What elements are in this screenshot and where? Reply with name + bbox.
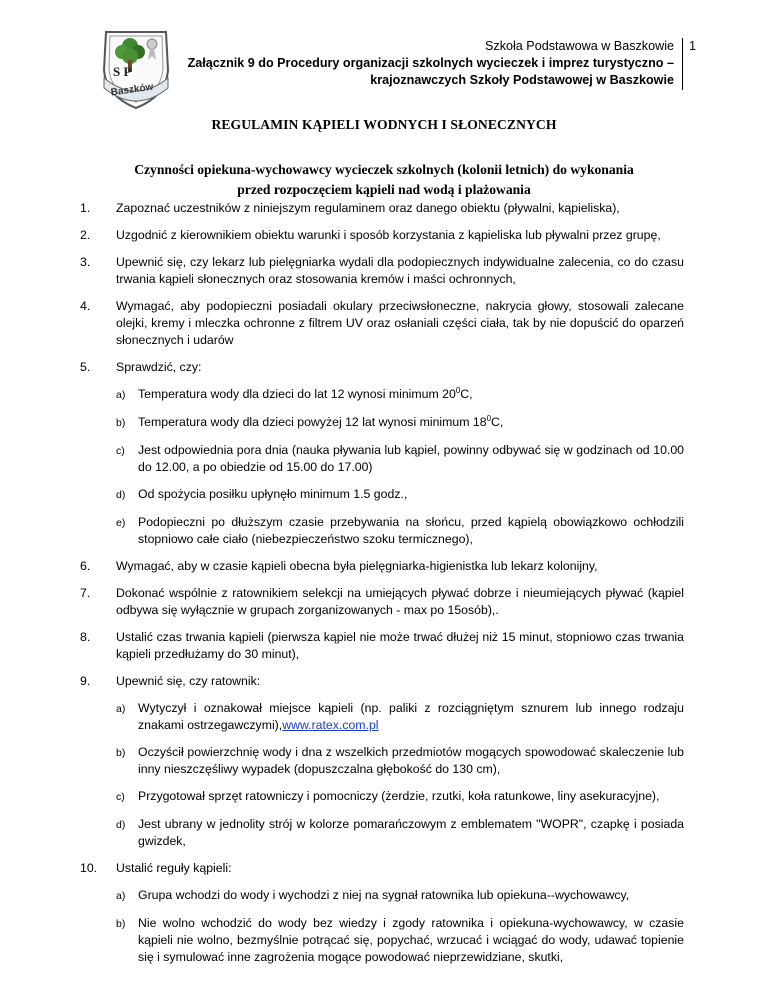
sub-item-main: Temperatura wody dla dzieci powyżej 12 lat wynosi minimum 18 <box>138 415 487 429</box>
sub-item-text <box>138 700 684 734</box>
sub-item-unit: C, <box>491 415 504 429</box>
sub-item-text: Jest ubrany w jednolity strój w kolorze pomarańczowym z emblematem "WOPR", czapkę i posiada gwizdek, <box>138 817 684 848</box>
list-item <box>80 860 684 966</box>
list-item <box>80 254 684 288</box>
sub-item-letter: b) <box>116 747 126 759</box>
sub-list-item <box>116 514 684 548</box>
list-item-text: Uzgodnić z kierownikiem obiektu warunki i sposób korzystania z kąpieliska lub pływalni przez grupę, <box>116 228 661 242</box>
list-item <box>80 298 684 349</box>
ratex-link[interactable]: www.ratex.com.pl <box>282 718 379 732</box>
page-number: 1 <box>689 39 697 53</box>
list-item-body <box>116 673 684 850</box>
list-item <box>80 227 684 244</box>
list-item <box>80 558 684 575</box>
sub-item-letter: e) <box>116 517 126 529</box>
sub-list-item <box>116 386 684 404</box>
sub-item-unit: C, <box>460 387 473 401</box>
sub-item-text: Oczyścił powierzchnię wody i dna z wszelkich przedmiotów mogących spowodować skaleczenie lub inny nieszczęśliwy wypadek (dopuszczalna głębokość do 130 cm), <box>138 745 684 776</box>
list-item-number: 1. <box>80 201 91 215</box>
header-school-name: Szkoła Podstawowa w Baszkowie <box>485 39 674 53</box>
list-item <box>80 200 684 217</box>
sub-list-item <box>116 788 684 806</box>
sub-list-item <box>116 915 684 966</box>
sub-item-letter: a) <box>116 890 126 902</box>
sub-item-main: Temperatura wody dla dzieci do lat 12 wynosi minimum 20 <box>138 387 456 401</box>
sub-list-item <box>116 816 684 850</box>
list-item-body <box>116 860 684 966</box>
sub-list-item <box>116 744 684 778</box>
list-item-number: 2. <box>80 228 91 242</box>
degree-sup: 0 <box>455 386 461 395</box>
list-item-text: Ustalić reguły kąpieli: <box>116 861 232 875</box>
header-divider <box>682 38 683 90</box>
sub-list-item <box>116 486 684 504</box>
sub-item-letter: b) <box>116 417 126 429</box>
sub-item-letter: a) <box>116 389 126 401</box>
sub-item-text <box>138 414 684 432</box>
list-item-number: 10. <box>80 861 98 875</box>
list-item-text: Sprawdzić, czy: <box>116 360 202 374</box>
sub-item-text: Nie wolno wchodzić do wody bez wiedzy i zgody ratownika i opiekuna-wychowawcy, w czasie kąpieli nie wolno, bezmyślnie potrącać się, popychać, wrzucać i wciągać do wody, udawać topienie się i symulować inne zagrożenia mogące powodować nieprzewidziane, skutki, <box>138 916 684 964</box>
list-item-number: 4. <box>80 299 91 313</box>
list-item <box>80 585 684 619</box>
sub-list-item <box>116 414 684 432</box>
sub-item-text: Od spożycia posiłku upłynęło minimum 1.5 godz., <box>138 487 408 501</box>
list-item-text: Ustalić czas trwania kąpieli (pierwsza kąpiel nie może trwać dłużej niż 15 minut, stopniowo czas trwania kąpieli przedłużamy do 30 minut), <box>116 630 684 661</box>
list-item-number: 5. <box>80 360 91 374</box>
list-item-text: Wymagać, aby podopieczni posiadali okulary przeciwsłoneczne, nakrycia głowy, stosowali zalecane olejki, kremy i mleczka ochronne z filtrem UV oraz osłaniali części ciała, tak by nie dopuścić do oparzeń słonecznych i udarów <box>116 299 684 347</box>
sub-item-letter: b) <box>116 918 126 930</box>
sub-item-text: Przygotował sprzęt ratowniczy i pomocniczy (żerdzie, rzutki, koła ratunkowe, liny asekuracyjne), <box>138 789 660 803</box>
section-heading-line-2: przed rozpoczęciem kąpieli nad wodą i plażowania <box>237 182 531 197</box>
sub-list-item <box>116 700 684 734</box>
sub-item-text: Podopieczni po dłuższym czasie przebywania na słońcu, przed kąpielą obowiązkowo ochłodzili stopniowo całe ciało (niebezpieczeństwo szoku termicznego), <box>138 515 684 546</box>
list-item <box>80 673 684 850</box>
list-item-text: Zapoznać uczestników z niniejszym regulaminem oraz danego obiektu (pływalni, kąpieliska), <box>116 201 620 215</box>
sub-list-item <box>116 442 684 476</box>
sub-list-item <box>116 887 684 905</box>
list-item-number: 3. <box>80 255 91 269</box>
sub-item-text: Grupa wchodzi do wody i wychodzi z niej na sygnał ratownika lub opiekuna--wychowawcy, <box>138 888 630 902</box>
list-item-number: 8. <box>80 630 91 644</box>
sub-item-letter: d) <box>116 489 126 501</box>
list-item-number: 9. <box>80 674 91 688</box>
header-attachment-line: Załącznik 9 do Procedury organizacji szkolnych wycieczek i imprez turystyczno – <box>187 56 674 70</box>
sub-item-text: Jest odpowiednia pora dnia (nauka pływania lub kąpiel, powinny odbywać się w godzinach od 10.00 do 12.00, a po obiedzie od 15.00 do 17.00) <box>138 443 684 474</box>
numbered-list <box>80 200 684 976</box>
page-header <box>154 38 674 89</box>
list-item-text: Wymagać, aby w czasie kąpieli obecna była pielęgniarka-higienistka lub lekarz kolonijny, <box>116 559 598 573</box>
logo-letters: S P <box>113 64 132 79</box>
list-item-text: Upewnić się, czy lekarz lub pielęgniarka wydali dla podopiecznych indywidualne zalecenia, co do czasu trwania kąpieli słonecznych oraz stosowania kremów i maści ochronnych, <box>116 255 684 286</box>
list-item-number: 7. <box>80 586 91 600</box>
degree-sup: 0 <box>486 414 492 423</box>
section-heading-line-1: Czynności opiekuna-wychowawcy wycieczek szkolnych (kolonii letnich) do wykonania <box>134 162 634 177</box>
sub-item-letter: d) <box>116 819 126 831</box>
list-item <box>80 629 684 663</box>
sub-item-letter: c) <box>116 791 125 803</box>
sub-item-letter: c) <box>116 445 125 457</box>
section-heading <box>80 160 688 200</box>
header-attachment-line-2: krajoznawczych Szkoły Podstawowej w Baszkowie <box>370 73 674 87</box>
sub-item-main: Wytyczył i oznakował miejsce kąpieli (np. paliki z rozciągniętym sznurem lub innego rodzaju znakami ostrzegawczymi), <box>138 701 684 732</box>
sub-item-text <box>138 386 684 404</box>
sub-item-letter: a) <box>116 703 126 715</box>
list-item-text: Dokonać wspólnie z ratownikiem selekcji na umiejących pływać dobrze i nieumiejących pływać (kąpiel odbywa się wyłącznie w grupach zorganizowanych - max po 15osób),. <box>116 586 684 617</box>
list-item <box>80 359 684 548</box>
document-title: REGULAMIN KĄPIELI WODNYCH I SŁONECZNYCH <box>211 117 557 132</box>
logo-banner-text: Baszków <box>110 81 155 99</box>
list-item-text: Upewnić się, czy ratownik: <box>116 674 261 688</box>
list-item-number: 6. <box>80 559 91 573</box>
list-item-body <box>116 359 684 548</box>
